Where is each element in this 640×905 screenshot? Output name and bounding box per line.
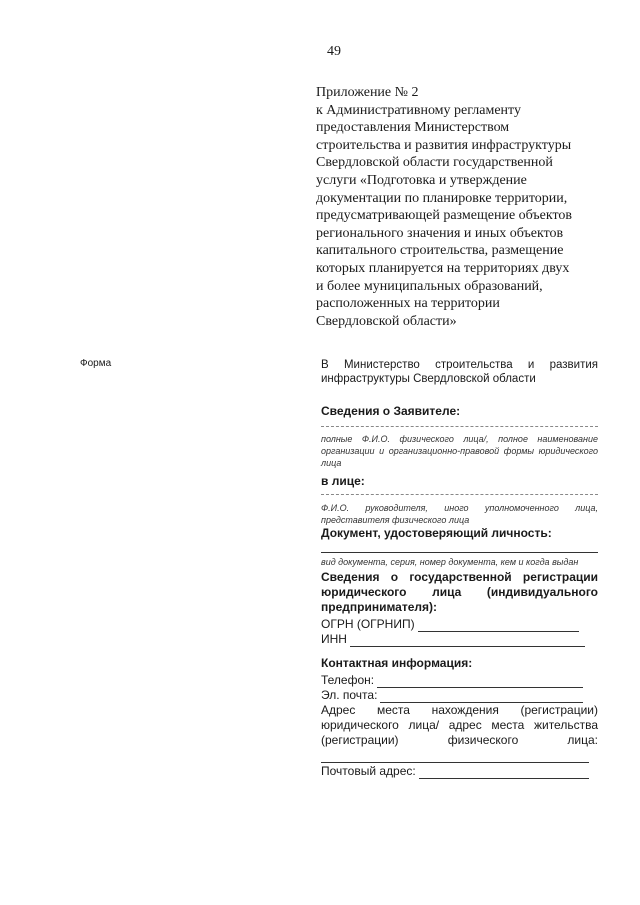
appendix-header [316, 84, 586, 330]
phone-field[interactable] [377, 676, 583, 688]
page-number: 49 [327, 44, 341, 59]
address-block [321, 703, 598, 748]
recipient-block [321, 358, 598, 386]
registration-line-1: Сведения о государственной регистрации [321, 570, 598, 584]
address-line-3: (регистрации) физического лица: [321, 733, 598, 747]
applicant-caption-line: организации и организационно-правовой формы юридического [321, 446, 598, 456]
inn-field[interactable] [350, 635, 585, 647]
applicant-caption [321, 433, 598, 469]
appendix-line: предоставления Министерством [316, 120, 510, 136]
postal-label: Почтовый адрес: [321, 764, 416, 778]
registration-line-2: юридического лица (индивидуального [321, 585, 598, 599]
appendix-line: услуги «Подготовка и утверждение [316, 172, 527, 188]
ogrn-label: ОГРН (ОГРНИП) [321, 617, 415, 631]
appendix-line: Свердловской области государственной [316, 155, 553, 171]
appendix-line: к Административному регламенту [316, 102, 521, 118]
representative-heading: в лице: [321, 474, 365, 488]
identity-caption: вид документа, серия, номер документа, кем и когда выдан [321, 557, 579, 567]
phone-row [321, 673, 583, 688]
appendix-line: документации по планировке территории, [316, 190, 568, 206]
email-row [321, 688, 583, 703]
postal-row [321, 764, 589, 779]
identity-heading: Документ, удостоверяющий личность: [321, 526, 552, 540]
applicant-heading: Сведения о Заявителе: [321, 404, 461, 418]
form-label: Форма [80, 358, 112, 369]
address-line-2: юридического лица/ адрес места жительства [321, 718, 598, 732]
applicant-caption-line: лица [321, 458, 342, 468]
appendix-line: расположенных на территории [316, 296, 500, 312]
ogrn-row [321, 617, 579, 632]
representative-caption-line: Ф.И.О. руководителя, иного уполномоченного лица, [321, 503, 598, 513]
appendix-line: регионального значения и иных объектов [316, 225, 564, 241]
appendix-line: строительства и развития инфраструктуры [316, 137, 572, 153]
identity-fill-line[interactable] [321, 552, 598, 553]
representative-fill-line[interactable] [321, 494, 598, 495]
inn-row [321, 632, 585, 647]
appendix-line: Свердловской области» [316, 313, 457, 329]
recipient-line-2: инфраструктуры Свердловской области [321, 373, 536, 385]
applicant-fill-line[interactable] [321, 426, 598, 427]
address-line-1: Адрес места нахождения (регистрации) [321, 703, 598, 717]
ogrn-field[interactable] [418, 620, 579, 632]
email-label: Эл. почта: [321, 688, 378, 702]
recipient-line-1: В Министерство строительства и развития [321, 359, 598, 371]
appendix-line: и более муниципальных образований, [316, 278, 543, 294]
appendix-line: Приложение № 2 [316, 85, 419, 100]
representative-caption [321, 502, 598, 526]
inn-label: ИНН [321, 632, 347, 646]
registration-line-3: предпринимателя): [321, 600, 438, 614]
appendix-line: предусматривающей размещение объектов [316, 208, 573, 224]
appendix-line: которых планируется на территориях двух [316, 260, 570, 276]
contacts-heading: Контактная информация: [321, 656, 473, 670]
representative-caption-line: представителя физического лица [321, 515, 470, 525]
phone-label: Телефон: [321, 673, 375, 687]
applicant-caption-line: полные Ф.И.О. физического лица/, полное наименование [321, 434, 598, 444]
address-fill-line[interactable] [321, 762, 589, 763]
appendix-line: капитального строительства, размещение [316, 243, 564, 259]
postal-field[interactable] [419, 767, 589, 779]
email-field[interactable] [380, 691, 583, 703]
registration-block [321, 570, 598, 615]
